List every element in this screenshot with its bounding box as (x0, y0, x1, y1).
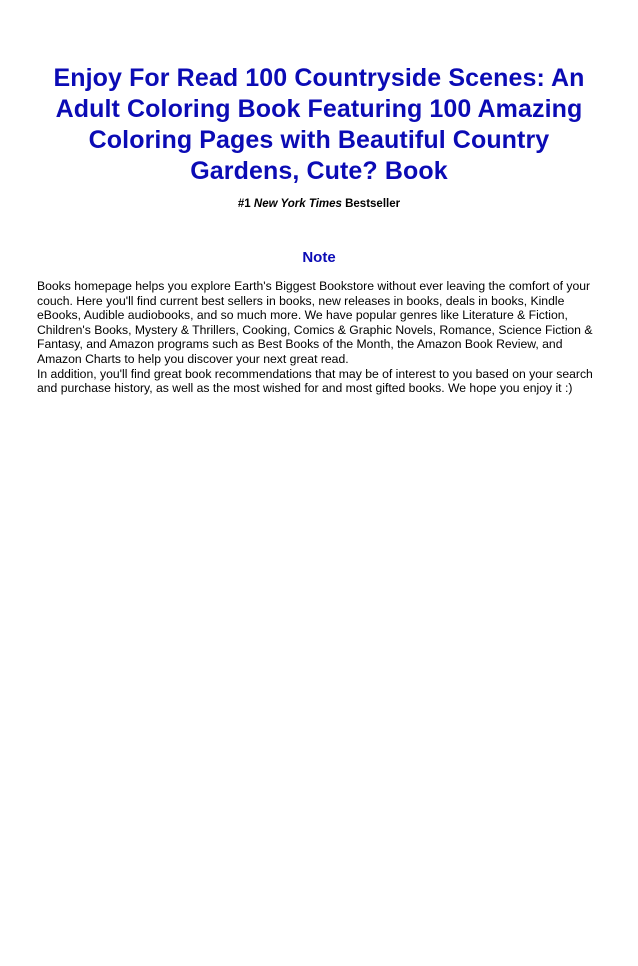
bestseller-publication: New York Times (253, 198, 342, 210)
note-paragraph-1: Books homepage helps you explore Earth's Biggest Bookstore without ever leaving the comfort of your couch. Here you'll find current best sellers in books, new releases in books, deals in books, Kindle eBooks, Audible audiobooks, and so much more. We have popular genres like Literature & Fiction, Children's Books, Mystery & Thrillers, Cooking, Comics & Graphic Novels, Romance, Science Fiction & Fantasy, and Amazon programs such as Best Books of the Month, the Amazon Book Review, and Amazon Charts to help you discover your next great read. (37, 279, 593, 366)
note-heading: Note (302, 249, 336, 266)
note-body (37, 279, 601, 396)
note-paragraph-2: In addition, you'll find great book recommendations that may be of interest to you based on your search and purchase history, as well as the most wished for and most gifted books. We hope you enjoy it :) (37, 366, 593, 396)
document-title: Enjoy For Read 100 Countryside Scenes: An Adult Coloring Book Featuring 100 Amazing Coloring Pages with Beautiful Country Gardens, Cute? Book (53, 64, 585, 185)
bestseller-label: Bestseller (345, 198, 401, 210)
bestseller-line (37, 197, 601, 211)
document-page (0, 63, 638, 966)
bestseller-rank: #1 (237, 198, 251, 210)
